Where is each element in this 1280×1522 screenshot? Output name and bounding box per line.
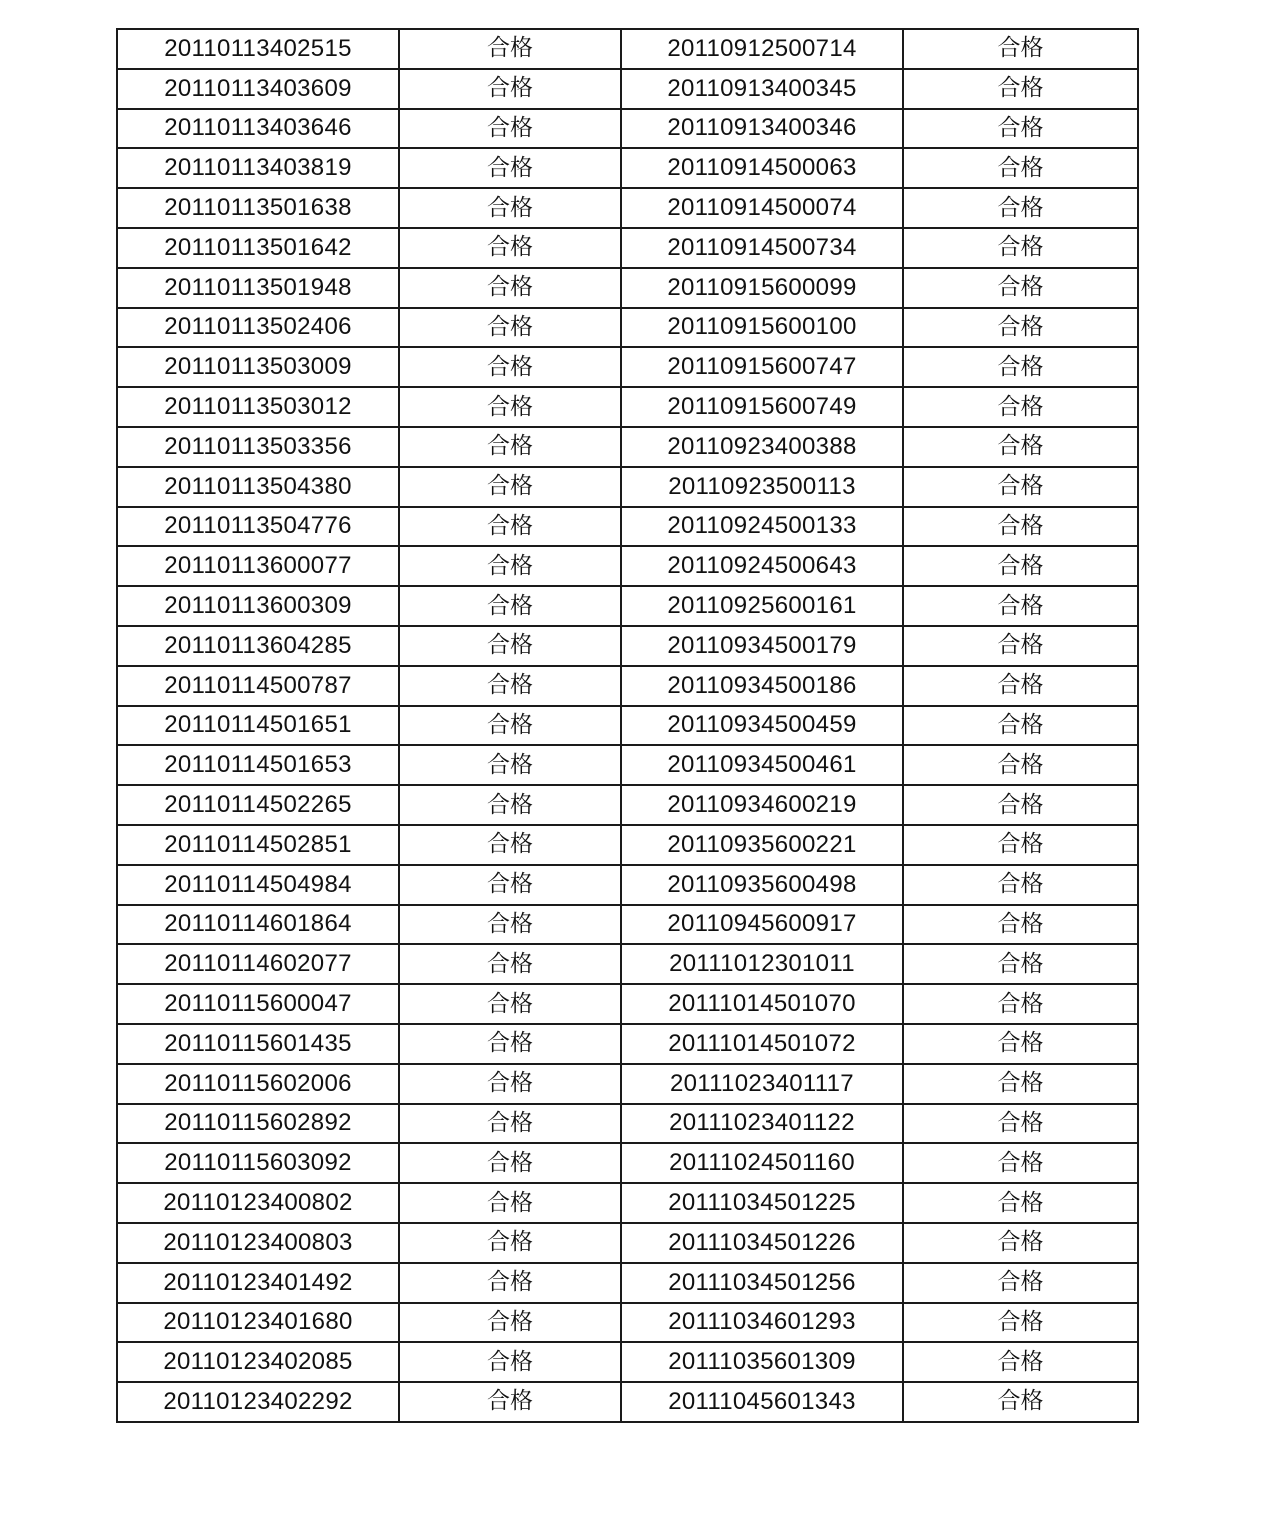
left-result-cell: 合格 (399, 1263, 621, 1303)
left-id-cell: 20110115600047 (117, 984, 399, 1024)
table-row (117, 109, 1138, 149)
results-table-body (117, 29, 1138, 1422)
right-result-cell: 合格 (903, 268, 1138, 308)
left-result-cell: 合格 (399, 427, 621, 467)
left-result-cell: 合格 (399, 546, 621, 586)
right-result-cell: 合格 (903, 785, 1138, 825)
left-id-cell: 20110123400803 (117, 1223, 399, 1263)
left-id-cell: 20110115601435 (117, 1024, 399, 1064)
left-id-cell: 20110113501948 (117, 268, 399, 308)
table-row (117, 308, 1138, 348)
left-result-cell: 合格 (399, 1382, 621, 1422)
right-result-cell: 合格 (903, 586, 1138, 626)
table-row (117, 1183, 1138, 1223)
right-id-cell: 20110935600221 (621, 825, 903, 865)
right-id-cell: 20111023401122 (621, 1104, 903, 1144)
table-row (117, 1223, 1138, 1263)
right-id-cell: 20110934600219 (621, 785, 903, 825)
left-id-cell: 20110113504380 (117, 467, 399, 507)
left-id-cell: 20110114601864 (117, 905, 399, 945)
table-row (117, 825, 1138, 865)
left-result-cell: 合格 (399, 745, 621, 785)
right-result-cell: 合格 (903, 865, 1138, 905)
table-row (117, 586, 1138, 626)
left-id-cell: 20110113600309 (117, 586, 399, 626)
left-id-cell: 20110123401492 (117, 1263, 399, 1303)
left-result-cell: 合格 (399, 706, 621, 746)
left-id-cell: 20110114501651 (117, 706, 399, 746)
left-result-cell: 合格 (399, 626, 621, 666)
right-result-cell: 合格 (903, 1064, 1138, 1104)
left-result-cell: 合格 (399, 467, 621, 507)
right-result-cell: 合格 (903, 507, 1138, 547)
right-result-cell: 合格 (903, 109, 1138, 149)
right-id-cell: 20111034501256 (621, 1263, 903, 1303)
right-result-cell: 合格 (903, 387, 1138, 427)
right-id-cell: 20111034501225 (621, 1183, 903, 1223)
table-row (117, 427, 1138, 467)
left-result-cell: 合格 (399, 1104, 621, 1144)
left-result-cell: 合格 (399, 1024, 621, 1064)
right-id-cell: 20110915600747 (621, 347, 903, 387)
right-result-cell: 合格 (903, 1342, 1138, 1382)
left-result-cell: 合格 (399, 1303, 621, 1343)
right-id-cell: 20110914500734 (621, 228, 903, 268)
right-id-cell: 20111014501072 (621, 1024, 903, 1064)
left-result-cell: 合格 (399, 268, 621, 308)
right-id-cell: 20111045601343 (621, 1382, 903, 1422)
right-id-cell: 20110934500179 (621, 626, 903, 666)
right-id-cell: 20111034501226 (621, 1223, 903, 1263)
left-result-cell: 合格 (399, 1183, 621, 1223)
left-id-cell: 20110113503009 (117, 347, 399, 387)
table-row (117, 188, 1138, 228)
right-id-cell: 20110935600498 (621, 865, 903, 905)
left-result-cell: 合格 (399, 507, 621, 547)
left-id-cell: 20110113402515 (117, 29, 399, 69)
right-id-cell: 20111035601309 (621, 1342, 903, 1382)
left-result-cell: 合格 (399, 586, 621, 626)
table-row (117, 268, 1138, 308)
left-id-cell: 20110113403609 (117, 69, 399, 109)
table-row (117, 785, 1138, 825)
right-result-cell: 合格 (903, 1223, 1138, 1263)
right-id-cell: 20110913400346 (621, 109, 903, 149)
table-row (117, 1024, 1138, 1064)
right-id-cell: 20111024501160 (621, 1143, 903, 1183)
table-row (117, 228, 1138, 268)
right-result-cell: 合格 (903, 1303, 1138, 1343)
left-id-cell: 20110113403819 (117, 148, 399, 188)
table-row (117, 347, 1138, 387)
right-id-cell: 20111014501070 (621, 984, 903, 1024)
table-row (117, 467, 1138, 507)
left-id-cell: 20110114502265 (117, 785, 399, 825)
right-result-cell: 合格 (903, 745, 1138, 785)
left-id-cell: 20110113503356 (117, 427, 399, 467)
table-row (117, 387, 1138, 427)
table-row (117, 1382, 1138, 1422)
left-result-cell: 合格 (399, 188, 621, 228)
left-result-cell: 合格 (399, 825, 621, 865)
left-id-cell: 20110113502406 (117, 308, 399, 348)
table-row (117, 29, 1138, 69)
left-id-cell: 20110114504984 (117, 865, 399, 905)
right-id-cell: 20110914500063 (621, 148, 903, 188)
right-result-cell: 合格 (903, 188, 1138, 228)
right-result-cell: 合格 (903, 1143, 1138, 1183)
right-result-cell: 合格 (903, 347, 1138, 387)
table-row (117, 1342, 1138, 1382)
right-id-cell: 20110915600099 (621, 268, 903, 308)
right-result-cell: 合格 (903, 666, 1138, 706)
left-result-cell: 合格 (399, 228, 621, 268)
table-row (117, 944, 1138, 984)
left-result-cell: 合格 (399, 1342, 621, 1382)
right-result-cell: 合格 (903, 308, 1138, 348)
left-result-cell: 合格 (399, 29, 621, 69)
right-id-cell: 20110923500113 (621, 467, 903, 507)
table-row (117, 905, 1138, 945)
left-result-cell: 合格 (399, 944, 621, 984)
right-result-cell: 合格 (903, 29, 1138, 69)
right-id-cell: 20111034601293 (621, 1303, 903, 1343)
left-result-cell: 合格 (399, 984, 621, 1024)
left-id-cell: 20110113501638 (117, 188, 399, 228)
left-result-cell: 合格 (399, 865, 621, 905)
left-id-cell: 20110113403646 (117, 109, 399, 149)
table-row (117, 706, 1138, 746)
right-id-cell: 20110915600749 (621, 387, 903, 427)
table-row (117, 984, 1138, 1024)
left-result-cell: 合格 (399, 69, 621, 109)
left-result-cell: 合格 (399, 109, 621, 149)
table-row (117, 666, 1138, 706)
right-id-cell: 20110923400388 (621, 427, 903, 467)
left-result-cell: 合格 (399, 148, 621, 188)
table-row (117, 69, 1138, 109)
left-id-cell: 20110114502851 (117, 825, 399, 865)
right-result-cell: 合格 (903, 467, 1138, 507)
right-id-cell: 20110924500643 (621, 546, 903, 586)
table-row (117, 546, 1138, 586)
left-id-cell: 20110123402085 (117, 1342, 399, 1382)
right-result-cell: 合格 (903, 1263, 1138, 1303)
table-row (117, 1064, 1138, 1104)
right-id-cell: 20110912500714 (621, 29, 903, 69)
left-id-cell: 20110123402292 (117, 1382, 399, 1422)
left-id-cell: 20110113501642 (117, 228, 399, 268)
table-row (117, 865, 1138, 905)
table-row (117, 507, 1138, 547)
right-result-cell: 合格 (903, 626, 1138, 666)
right-id-cell: 20110915600100 (621, 308, 903, 348)
right-id-cell: 20110934500459 (621, 706, 903, 746)
right-id-cell: 20111023401117 (621, 1064, 903, 1104)
table-row (117, 148, 1138, 188)
left-result-cell: 合格 (399, 387, 621, 427)
right-id-cell: 20110934500461 (621, 745, 903, 785)
left-result-cell: 合格 (399, 785, 621, 825)
right-id-cell: 20110924500133 (621, 507, 903, 547)
right-result-cell: 合格 (903, 228, 1138, 268)
right-id-cell: 20110945600917 (621, 905, 903, 945)
right-id-cell: 20110925600161 (621, 586, 903, 626)
left-id-cell: 20110114500787 (117, 666, 399, 706)
left-id-cell: 20110113600077 (117, 546, 399, 586)
table-row (117, 745, 1138, 785)
table-row (117, 626, 1138, 666)
left-id-cell: 20110113503012 (117, 387, 399, 427)
right-result-cell: 合格 (903, 1104, 1138, 1144)
left-result-cell: 合格 (399, 666, 621, 706)
left-result-cell: 合格 (399, 1143, 621, 1183)
left-id-cell: 20110114501653 (117, 745, 399, 785)
right-result-cell: 合格 (903, 944, 1138, 984)
right-result-cell: 合格 (903, 1024, 1138, 1064)
table-row (117, 1303, 1138, 1343)
right-result-cell: 合格 (903, 1183, 1138, 1223)
right-result-cell: 合格 (903, 546, 1138, 586)
left-result-cell: 合格 (399, 1064, 621, 1104)
right-result-cell: 合格 (903, 825, 1138, 865)
left-result-cell: 合格 (399, 308, 621, 348)
table-row (117, 1143, 1138, 1183)
left-id-cell: 20110123400802 (117, 1183, 399, 1223)
left-id-cell: 20110113604285 (117, 626, 399, 666)
right-result-cell: 合格 (903, 706, 1138, 746)
left-id-cell: 20110115602892 (117, 1104, 399, 1144)
left-id-cell: 20110113504776 (117, 507, 399, 547)
left-id-cell: 20110123401680 (117, 1303, 399, 1343)
results-table (116, 28, 1139, 1423)
right-result-cell: 合格 (903, 984, 1138, 1024)
left-result-cell: 合格 (399, 1223, 621, 1263)
right-result-cell: 合格 (903, 1382, 1138, 1422)
right-result-cell: 合格 (903, 427, 1138, 467)
left-id-cell: 20110115603092 (117, 1143, 399, 1183)
right-id-cell: 20111012301011 (621, 944, 903, 984)
left-id-cell: 20110115602006 (117, 1064, 399, 1104)
right-result-cell: 合格 (903, 69, 1138, 109)
table-row (117, 1104, 1138, 1144)
right-id-cell: 20110913400345 (621, 69, 903, 109)
left-id-cell: 20110114602077 (117, 944, 399, 984)
right-id-cell: 20110914500074 (621, 188, 903, 228)
right-result-cell: 合格 (903, 148, 1138, 188)
right-id-cell: 20110934500186 (621, 666, 903, 706)
left-result-cell: 合格 (399, 905, 621, 945)
right-result-cell: 合格 (903, 905, 1138, 945)
table-row (117, 1263, 1138, 1303)
left-result-cell: 合格 (399, 347, 621, 387)
